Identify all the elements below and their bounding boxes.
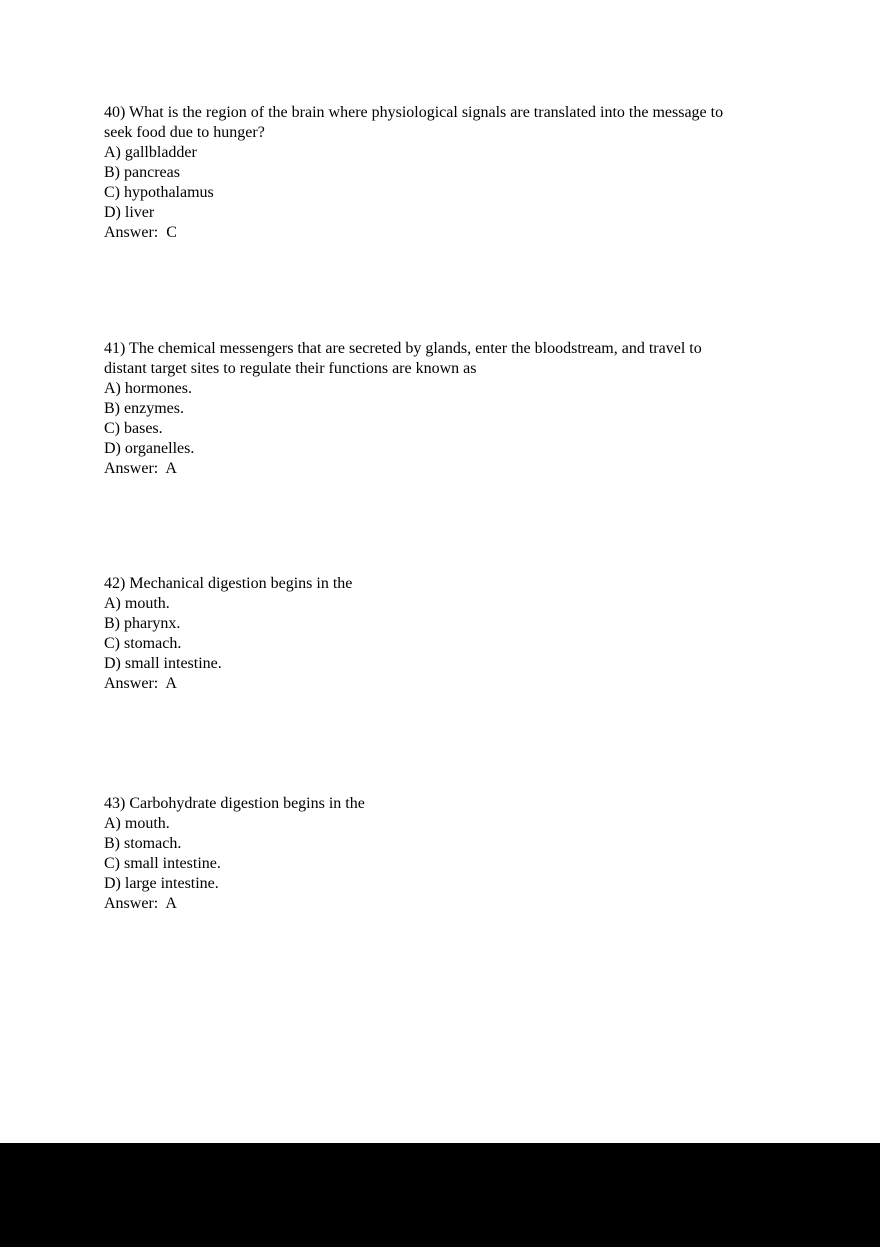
question-block-41 [104,339,780,479]
option-c: C) bases. [104,420,163,437]
answer-line: Answer: C [104,224,177,241]
option-a: A) gallbladder [104,144,197,161]
option-c: C) small intestine. [104,855,221,872]
option-a: A) hormones. [104,380,192,397]
question-block-42 [104,574,780,694]
question-text-line: seek food due to hunger? [104,124,265,141]
answer-line: Answer: A [104,675,177,692]
option-a: A) mouth. [104,595,170,612]
option-d: D) liver [104,204,155,221]
question-text-line: 43) Carbohydrate digestion begins in the [104,795,365,812]
question-block-43 [104,794,780,914]
option-d: D) large intestine. [104,875,219,892]
question-text-line: distant target sites to regulate their functions are known as [104,360,477,377]
page-bottom-black-band [0,1143,880,1247]
option-c: C) hypothalamus [104,184,214,201]
answer-line: Answer: A [104,895,177,912]
option-a: A) mouth. [104,815,170,832]
option-b: B) stomach. [104,835,182,852]
option-d: D) organelles. [104,440,195,457]
option-d: D) small intestine. [104,655,222,672]
question-text-line: 42) Mechanical digestion begins in the [104,575,353,592]
option-b: B) pharynx. [104,615,181,632]
question-block-40 [104,103,780,243]
question-text-line: 40) What is the region of the brain where physiological signals are translated into the message to [104,104,724,121]
option-b: B) pancreas [104,164,180,181]
question-text-line: 41) The chemical messengers that are secreted by glands, enter the bloodstream, and travel to [104,340,702,357]
option-b: B) enzymes. [104,400,184,417]
option-c: C) stomach. [104,635,182,652]
answer-line: Answer: A [104,460,177,477]
